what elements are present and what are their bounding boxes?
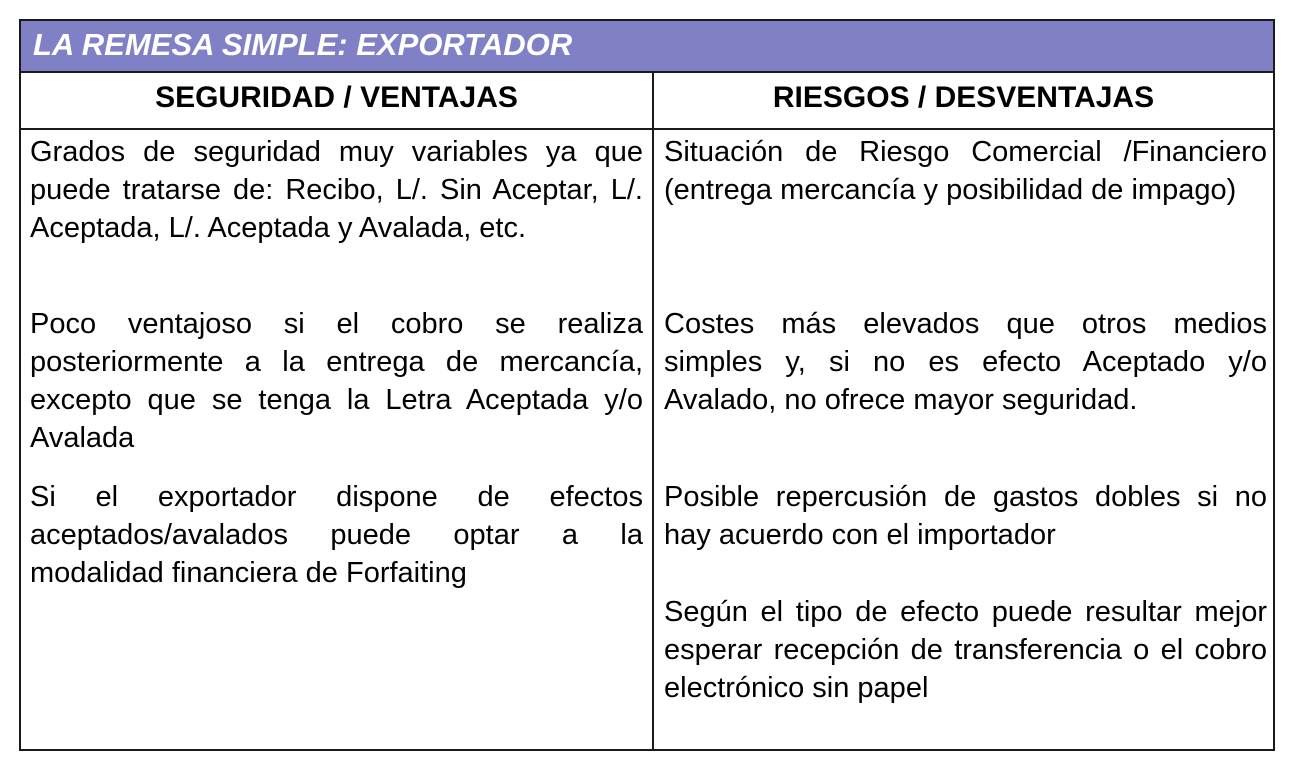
right-cell-gastos-dobles: Posible repercusión de gastos dobles si no hay acuerdo con el importador [664, 481, 1267, 551]
table-title-bar [21, 21, 1273, 73]
header-seguridad-ventajas: SEGURIDAD / VENTAJAS [155, 81, 518, 114]
left-cell-grados-seguridad: Grados de seguridad muy variables ya que puede tratarse de: Recibo, L/. Sin Aceptar, L/. Aceptada, L/. Aceptada y Avalada, etc. [30, 136, 643, 244]
right-cell-riesgo-comercial: Situación de Riesgo Comercial /Financiero (entrega mercancía y posibilidad de impago) [664, 136, 1267, 206]
column-divider [652, 73, 654, 751]
header-divider [21, 128, 1273, 130]
header-riesgos-desventajas: RIESGOS / DESVENTAJAS [772, 81, 1155, 114]
table-title: LA REMESA SIMPLE: EXPORTADOR [33, 27, 573, 62]
remesa-simple-table [19, 19, 1275, 751]
right-cell-tipo-efecto: Según el tipo de efecto puede resultar mejor esperar recepción de transferencia o el cobro electrónico sin papel [664, 596, 1267, 704]
right-cell-costes-elevados: Costes más elevados que otros medios simples y, si no es efecto Aceptado y/o Avalado, no ofrece mayor seguridad. [664, 308, 1267, 416]
left-cell-poco-ventajoso: Poco ventajoso si el cobro se realiza posteriormente a la entrega de mercancía, excepto que se tenga la Letra Aceptada y/o Avalada [30, 308, 643, 454]
left-cell-forfaiting: Si el exportador dispone de efectos aceptados/avalados puede optar a la modalidad financiera de Forfaiting [30, 481, 643, 589]
